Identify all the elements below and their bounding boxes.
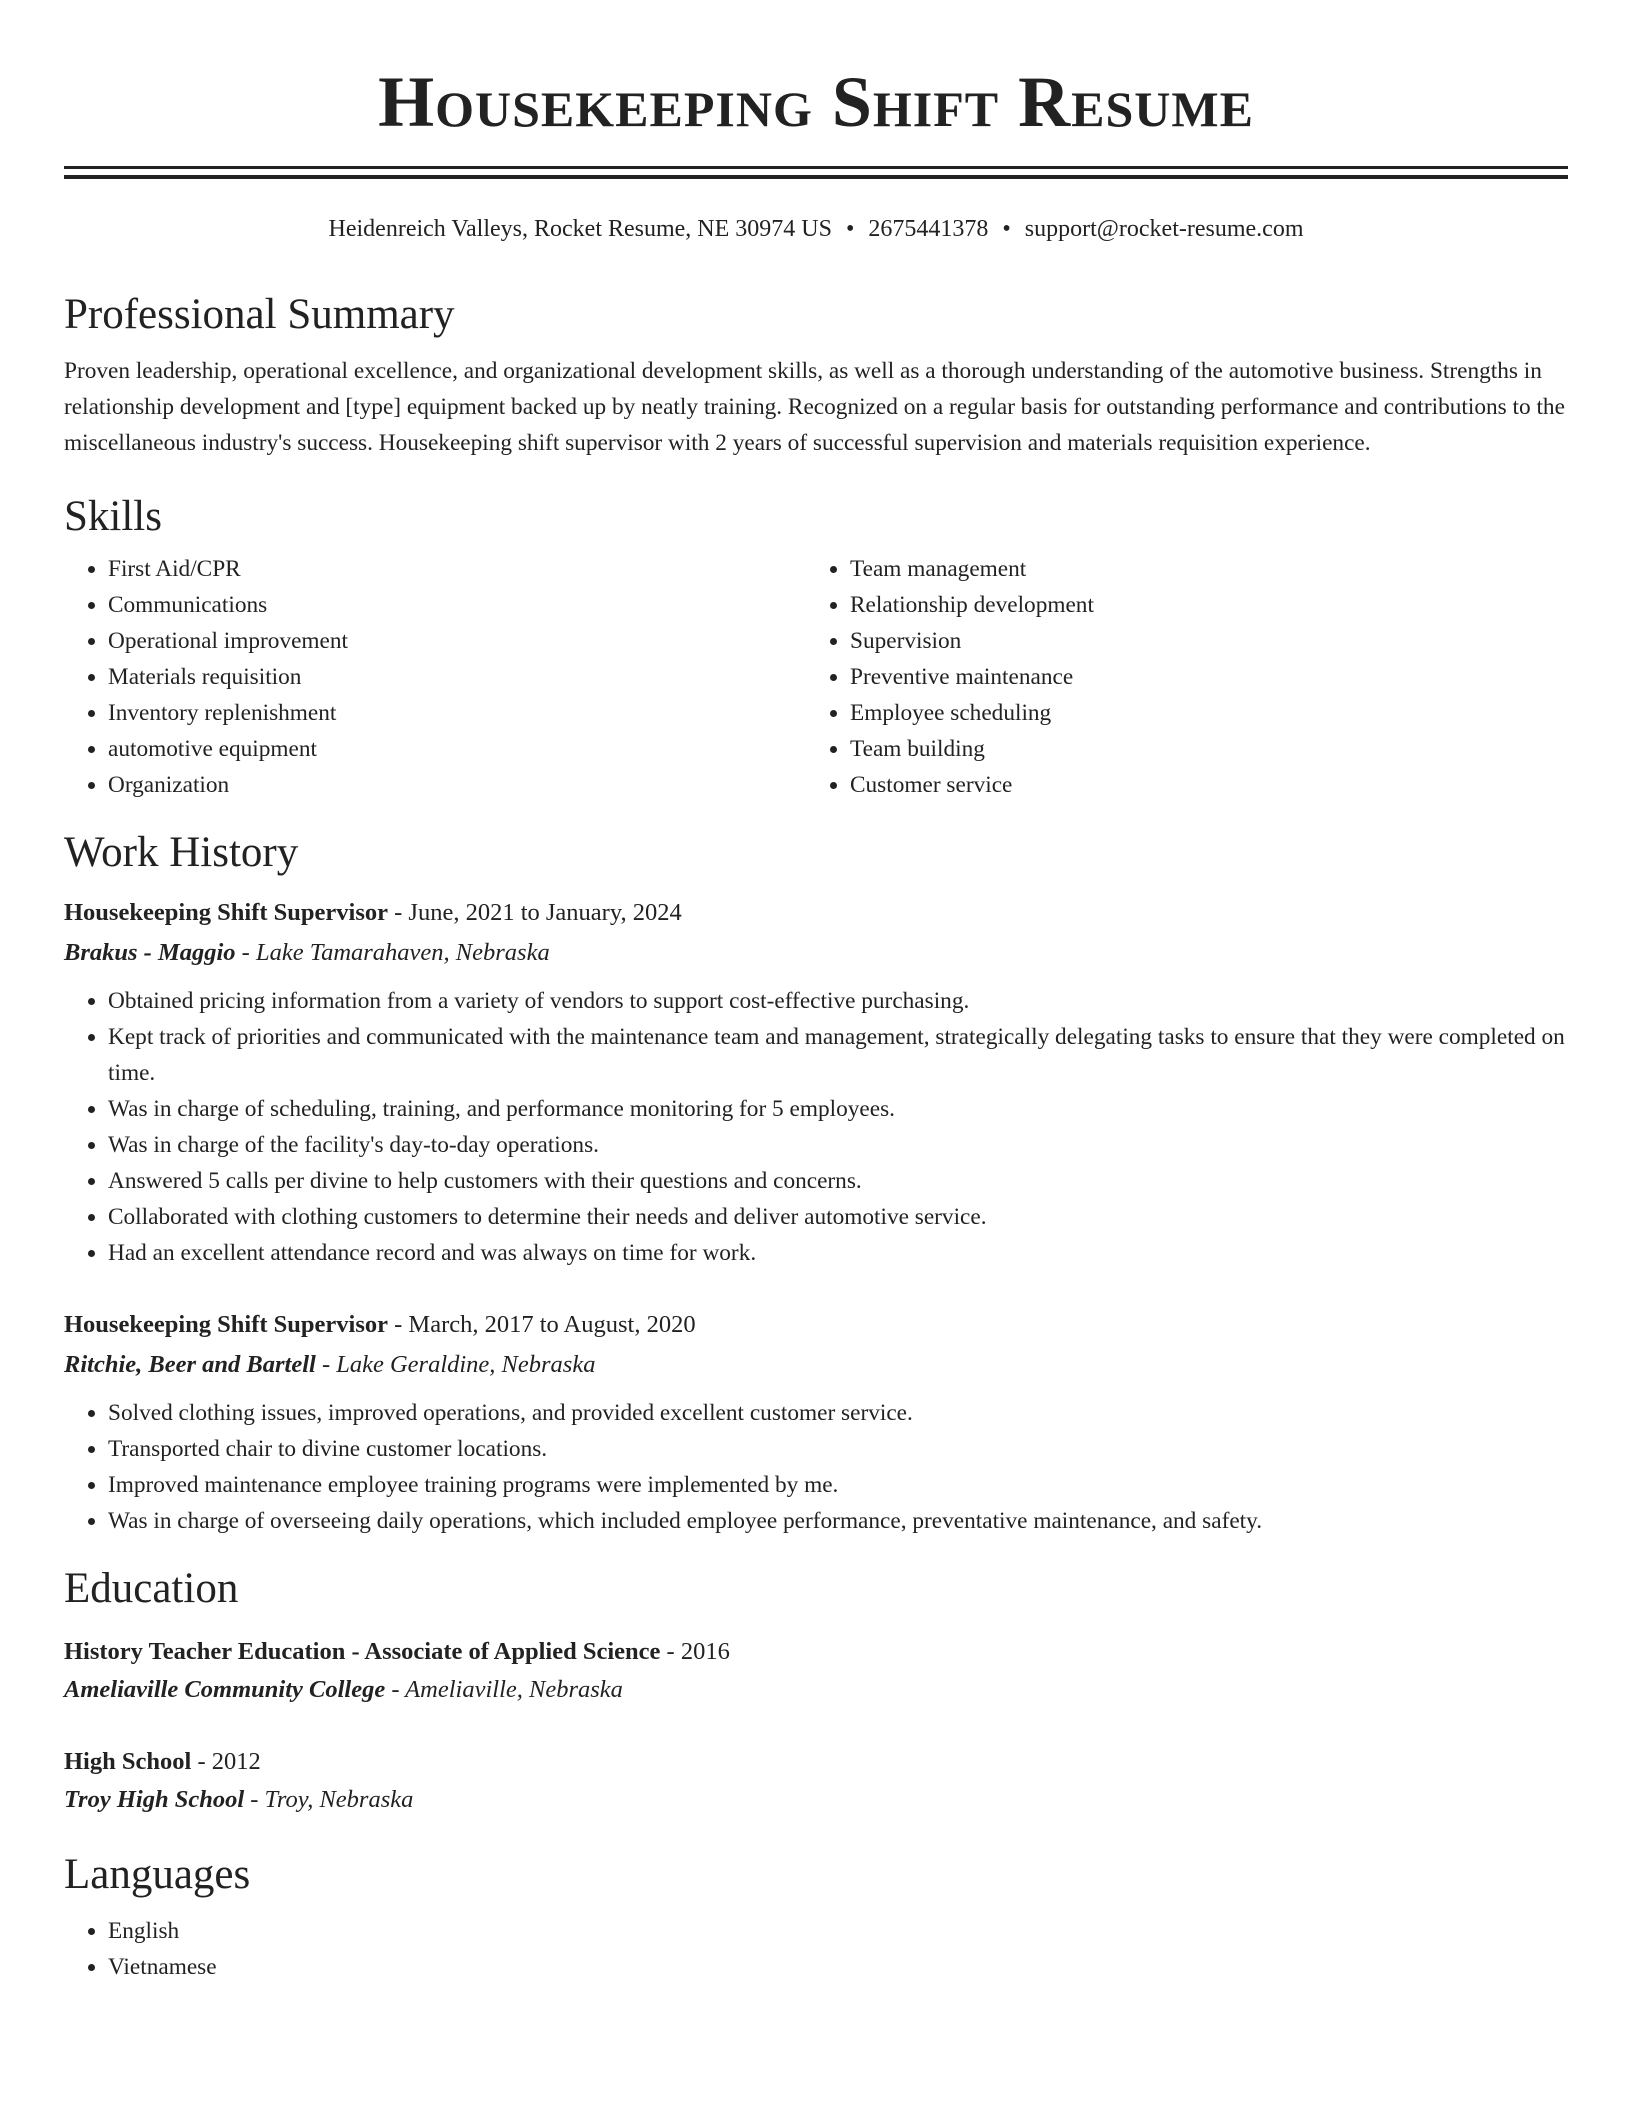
skill-item: • Organization: [108, 767, 806, 803]
languages-list: [64, 1913, 1568, 1985]
summary-text: Proven leadership, operational excellence, and organizational development skills, as well as a thorough understanding of the automotive business. Strengths in relationship development and [type] equipment backed up by neatly training. Recognized on a regular basis for outstanding performance and contributions to the miscellaneous industry's success. Housekeeping shift supervisor with 2 years of successful supervision and materials requisition experience.: [64, 358, 1565, 456]
school-location: - Ameliaville, Nebraska: [385, 1676, 623, 1703]
education-entry: [64, 1633, 1568, 1709]
degree-name: High School: [64, 1748, 192, 1775]
contact-line: [64, 211, 1568, 247]
degree-year: - 2016: [660, 1638, 730, 1665]
school-line: [64, 1781, 1568, 1819]
job-title-line: [64, 893, 1568, 933]
job-bullets: [64, 1395, 1568, 1539]
school-name: Ameliaville Community College: [64, 1676, 386, 1703]
job-dates: - June, 2021 to January, 2024: [388, 899, 682, 926]
job-dates: - March, 2017 to August, 2020: [388, 1311, 696, 1338]
job-bullet: • Transported chair to divine customer locations.: [108, 1431, 1568, 1467]
school-line: [64, 1671, 1568, 1709]
education-heading: Education: [64, 1565, 239, 1612]
skill-item: • Materials requisition: [108, 659, 806, 695]
skills-list-left: [64, 551, 806, 803]
work-history-heading: Work History: [64, 829, 299, 876]
skill-item: • Supervision: [850, 623, 1548, 659]
skill-item: • Team management: [850, 551, 1548, 587]
job-bullet: • Kept track of priorities and communicated with the maintenance team and management, strategically delegating tasks to ensure that they were completed on time.: [108, 1019, 1568, 1091]
degree-line: [64, 1743, 1568, 1781]
skill-item: • Preventive maintenance: [850, 659, 1548, 695]
skill-item: • Inventory replenishment: [108, 695, 806, 731]
school-location: - Troy, Nebraska: [244, 1786, 414, 1813]
skill-item: • Communications: [108, 587, 806, 623]
company-name: Ritchie, Beer and Bartell: [64, 1351, 316, 1378]
job-bullet: • Had an excellent attendance record and was always on time for work.: [108, 1235, 1568, 1271]
contact-separator: •: [1002, 216, 1011, 242]
skills-list-right: [806, 551, 1548, 803]
skill-item: • Operational improvement: [108, 623, 806, 659]
company-location: - Lake Geraldine, Nebraska: [315, 1351, 596, 1378]
job-bullet: • Was in charge of the facility's day-to-day operations.: [108, 1127, 1568, 1163]
job-bullet: • Collaborated with clothing customers to determine their needs and deliver automotive service.: [108, 1199, 1568, 1235]
job-bullet: • Was in charge of scheduling, training, and performance monitoring for 5 employees.: [108, 1091, 1568, 1127]
job-entry: [64, 893, 1568, 1271]
skills-column-left: [64, 551, 806, 803]
language-item: • English: [108, 1913, 1568, 1949]
company-location: - Lake Tamarahaven, Nebraska: [235, 939, 550, 966]
summary-heading: Professional Summary: [64, 291, 455, 338]
job-bullet: • Answered 5 calls per divine to help customers with their questions and concerns.: [108, 1163, 1568, 1199]
skill-item: • First Aid/CPR: [108, 551, 806, 587]
resume-title: Housekeeping Shift Resume: [378, 62, 1254, 142]
company-name: Brakus - Maggio: [64, 939, 236, 966]
skill-item: • Customer service: [850, 767, 1548, 803]
school-name: Troy High School: [64, 1786, 245, 1813]
degree-line: [64, 1633, 1568, 1671]
language-item: • Vietnamese: [108, 1949, 1568, 1985]
title-divider-top: [64, 166, 1568, 169]
contact-separator: •: [845, 216, 855, 242]
job-entry: [64, 1305, 1568, 1539]
contact-phone: 2675441378: [868, 216, 989, 242]
company-line: [64, 1345, 1568, 1385]
title-divider-bottom: [64, 175, 1568, 179]
job-title-line: [64, 1305, 1568, 1345]
job-bullet: • Improved maintenance employee training programs were implemented by me.: [108, 1467, 1568, 1503]
job-bullet: • Obtained pricing information from a variety of vendors to support cost-effective purchasing.: [108, 983, 1568, 1019]
contact-email: support@rocket-resume.com: [1024, 216, 1304, 242]
skills-heading: Skills: [64, 493, 162, 540]
skills-column-right: [806, 551, 1548, 803]
degree-year: - 2012: [191, 1748, 261, 1775]
contact-address: Heidenreich Valleys, Rocket Resume, NE 30974 US: [328, 216, 832, 242]
skills-columns: [64, 551, 1568, 803]
job-bullets: [64, 983, 1568, 1271]
job-bullet: • Solved clothing issues, improved operations, and provided excellent customer service.: [108, 1395, 1568, 1431]
skill-item: • automotive equipment: [108, 731, 806, 767]
languages-heading: Languages: [64, 1851, 251, 1898]
skill-item: • Relationship development: [850, 587, 1548, 623]
job-title: Housekeeping Shift Supervisor: [64, 899, 388, 926]
degree-name: History Teacher Education - Associate of Applied Science: [64, 1638, 661, 1665]
job-title: Housekeeping Shift Supervisor: [64, 1311, 388, 1338]
skill-item: • Team building: [850, 731, 1548, 767]
skill-item: • Employee scheduling: [850, 695, 1548, 731]
education-entry: [64, 1743, 1568, 1819]
job-bullet: • Was in charge of overseeing daily operations, which included employee performance, preventative maintenance, and safety.: [108, 1503, 1568, 1539]
company-line: [64, 933, 1568, 973]
